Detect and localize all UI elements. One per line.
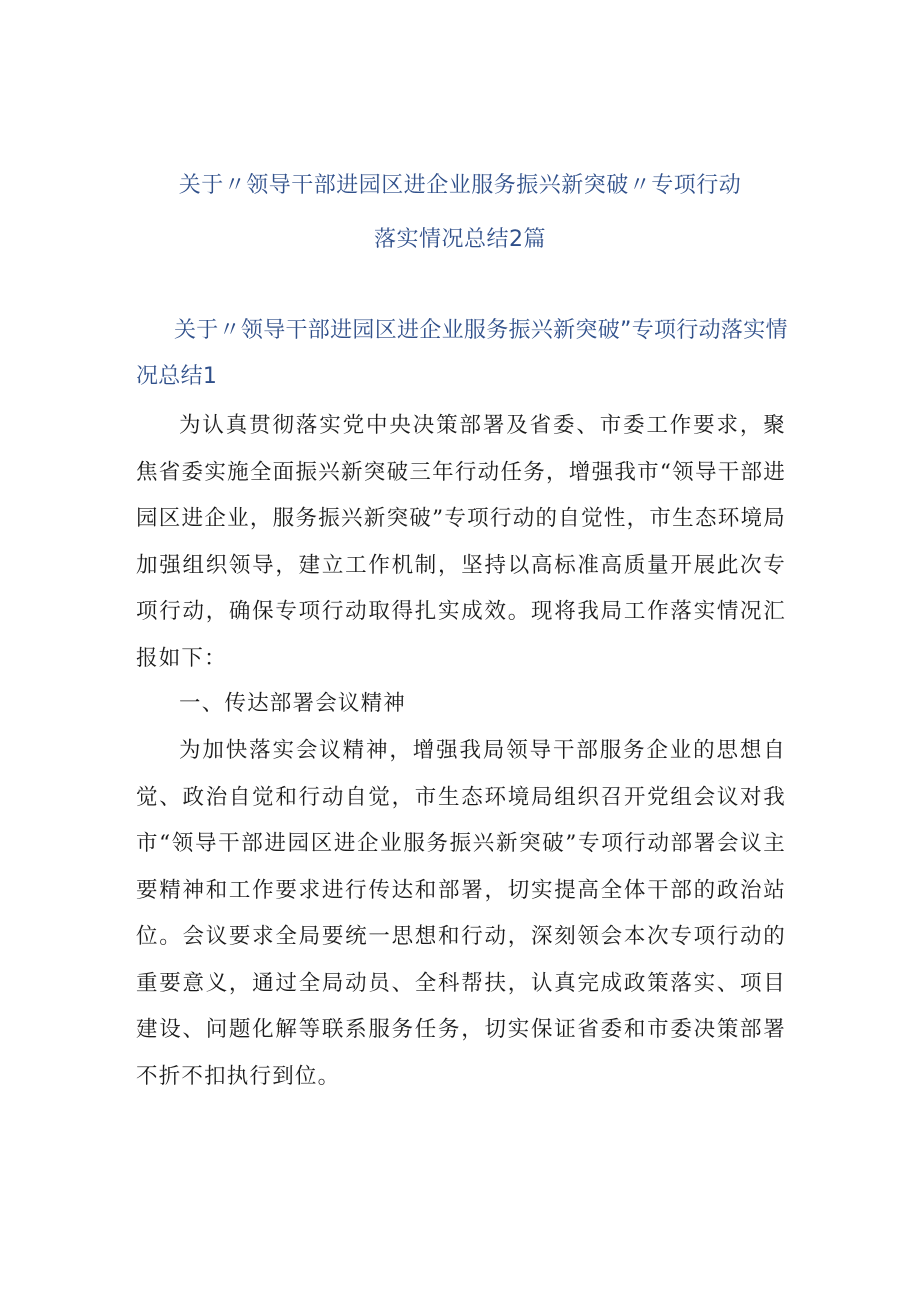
paragraph-section-1: 为加快落实会议精神，增强我局领导干部服务企业的思想自觉、政治自觉和行动自觉，市生态环境局组织召开党组会议对我市“领导干部进园区进企业服务振兴新突破”专项行动部署会议主要精神和工作要求进行传达和部署，切实提高全体干部的政治站位。会议要求全局要统一思想和行动，深刻领会本次专项行动的重要意义，通过全局动员、全科帮扶，认真完成政策落实、项目建设、问题化解等联系服务任务，切实保证省委和市委决策部署不折不扣执行到位。 [136,738,786,1089]
document-title-line-2: 落实情况总结2篇 [374,227,546,252]
section-subtitle: 关于〃领导干部进园区进企业服务振兴新突破”专项行动落实情况总结1 [136,318,788,389]
section-heading-1: 一、传达部署会议精神 [179,691,407,716]
document-title-line-1: 关于〃领导干部进园区进企业服务振兴新突破〃专项行动 [178,173,742,198]
paragraph-intro: 为认真贯彻落实党中央决策部署及省委、市委工作要求，聚焦省委实施全面振兴新突破三年行动任务，增强我市“领导干部进园区进企业，服务振兴新突破”专项行动的自觉性，市生态环境局加强组织领导，建立工作机制，坚持以高标准高质量开展此次专项行动，确保专项行动取得扎实成效。现将我局工作落实情况汇报如下： [136,413,786,671]
